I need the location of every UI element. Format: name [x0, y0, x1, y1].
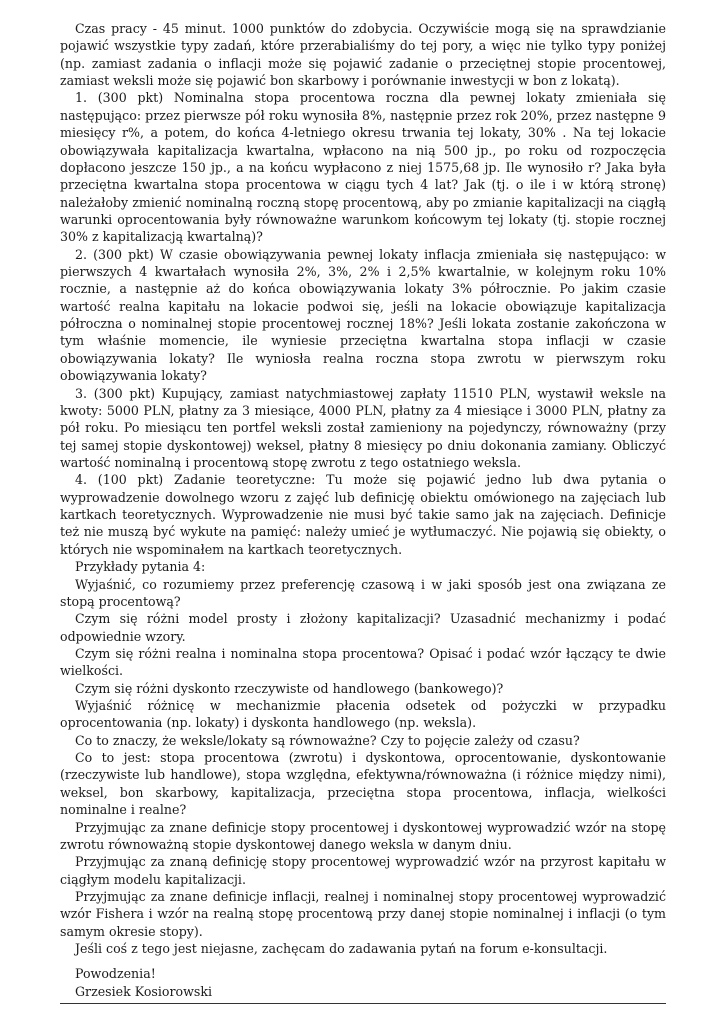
examples-heading: Przykłady pytania 4: [75, 559, 206, 575]
closing-greeting: Powodzenia! [75, 966, 156, 982]
forum-note: Jeśli coś z tego jest niejasne, zachęcam do zadawania pytań na forum e-konsultacji. [75, 941, 608, 957]
signature: Grzesiek Kosiorowski [75, 983, 212, 999]
task-2-paragraph: 2. (300 pkt) W czasie obowiązywania pewnej lokaty inflacja zmieniała się następująco: w pierwszych 4 kwartałach wynosiła 2%, 3%, 2% i 2,5% kwartalnie, w kolejnym roku 10% rocznie, a następnie aż do końca obowiązywania lokaty 3% półrocznie. Po jakim czasie wartość realna kapitału na lokacie podwoi się, jeśli na lokacie obowiązuje kapitalizacja półroczna o nominalnej stopie procentowej rocznej 18%? Jeśli lokata zostanie zakończona w tym właśnie momencie, ile wyniesie przeciętna kwartalna stopa inflacji w czasie obowiązywania lokaty? Ile wyniosła realna roczna stopa zwrotu w pierwszym roku obowiązywania lokaty? [60, 246, 666, 384]
example-question: Co to znaczy, że weksle/lokaty są równoważne? Czy to pojęcie zależy od czasu? [75, 732, 580, 748]
example-question: Wyjaśnić różnicę w mechanizmie płacenia odsetek od pożyczki w przypadku oprocentowania (np. lokaty) i dyskonta handlowego (np. weksla). [60, 698, 666, 731]
task-4-paragraph: 4. (100 pkt) Zadanie teoretyczne: Tu może się pojawić jedno lub dwa pytania o wyprowadzenie dowolnego wzoru z zajęć lub definicję obiektu omówionego na zajęciach lub kartkach teoretycznych. Wyprowadzenie nie musi być takie samo jak na zajęciach. Definicje też nie muszą być wykute na pamięć: należy umieć je wytłumaczyć. Nie pojawią się obiekty, o których nie wspominałem na kartkach teoretycznych. [60, 472, 666, 557]
task-1-paragraph: 1. (300 pkt) Nominalna stopa procentowa roczna dla pewnej lokaty zmieniała się następująco: przez pierwsze pół roku wynosiła 8%, następnie przez rok 20%, przez następne 9 miesięcy r%, a potem, do końca 4-letniego okresu trwania tej lokaty, 30% . Na tej lokacie obowiązywała kapitalizacja kwartalna, wpłacono na nią 500 jp., po roku od rozpoczęcia dopłacono jeszcze 150 jp., a na końcu wypłacono z niej 1575,68 jp. Ile wynosiło r? Jaka była przeciętna kwartalna stopa procentowa w ciągu tych 4 lat? Jak (tj. o ile i w którą stronę) należałoby zmienić nominalną roczną stopę procentową, aby po zmianie kapitalizacji na ciągłą warunki oprocentowania były równoważne warunkom końcowym tej lokaty (tj. stopie rocznej 30% z kapitalizacją kwartalną)? [60, 90, 666, 245]
example-question: Przyjmując za znane definicje stopy procentowej i dyskontowej wyprowadzić wzór na stopę zwrotu równoważną stopie dyskontowej danego weksla w danym dniu. [60, 819, 666, 852]
example-question: Wyjaśnić, co rozumiemy przez preferencję czasową i w jaki sposób jest ona związana ze stopą procentową? [60, 576, 666, 609]
example-question: Czym się różni realna i nominalna stopa procentowa? Opisać i podać wzór łączący te dwie wielkości. [60, 645, 666, 679]
bottom-rule [60, 1003, 666, 1004]
example-question: Przyjmując za znane definicje inflacji, realnej i nominalnej stopy procentowej wyprowadzić wzór Fishera i wzór na realną stopę procentową przy danej stopie nominalnej i inflacji (o tym samym okresie stopy). [60, 888, 666, 939]
example-question: Przyjmując za znaną definicję stopy procentowej wyprowadzić wzór na przyrost kapitału w ciągłym modelu kapitalizacji. [60, 854, 666, 887]
example-question: Czym się różni model prosty i złożony kapitalizacji? Uzasadnić mechanizmy i podać odpowiednie wzory. [60, 611, 666, 644]
task-3-paragraph: 3. (300 pkt) Kupujący, zamiast natychmiastowej zapłaty 11510 PLN, wystawił weksle na kwoty: 5000 PLN, płatny za 3 miesiące, 4000 PLN, płatny za 4 miesiące i 3000 PLN, płatny za pół roku. Po miesiącu ten portfel weksli został zamieniony na pojedynczy, równoważny (przy tej samej stopie dyskontowej) weksel, płatny 8 miesięcy po dniu dokonania zamiany. Obliczyć wartość nominalną i procentową stopę zwrotu z tego ostatniego weksla. [60, 385, 666, 470]
example-question: Czym się różni dyskonto rzeczywiste od handlowego (bankowego)? [75, 680, 504, 696]
intro-paragraph: Czas pracy - 45 minut. 1000 punktów do zdobycia. Oczywiście mogą się na sprawdzianie pojawić wszystkie typy zadań, które przerabialiśmy do tej pory, a więc nie tylko typy poniżej (np. zamiast zadania o inflacji może się pojawić zadanie o przeciętnej stopie procentowej, zamiast weksli może się pojawić bon skarbowy i porównanie inwestycji w bon z lokatą). [60, 21, 666, 89]
example-question: Co to jest: stopa procentowa (zwrotu) i dyskontowa, oprocentowanie, dyskontowanie (rzeczywiste lub handlowe), stopa względna, efektywna/równoważna (i różnice między nimi), weksel, bon skarbowy, kapitalizacja, przeciętna stopa procentowa, inflacja, wielkości nominalne i realne? [60, 750, 666, 818]
document-body [60, 20, 666, 1004]
